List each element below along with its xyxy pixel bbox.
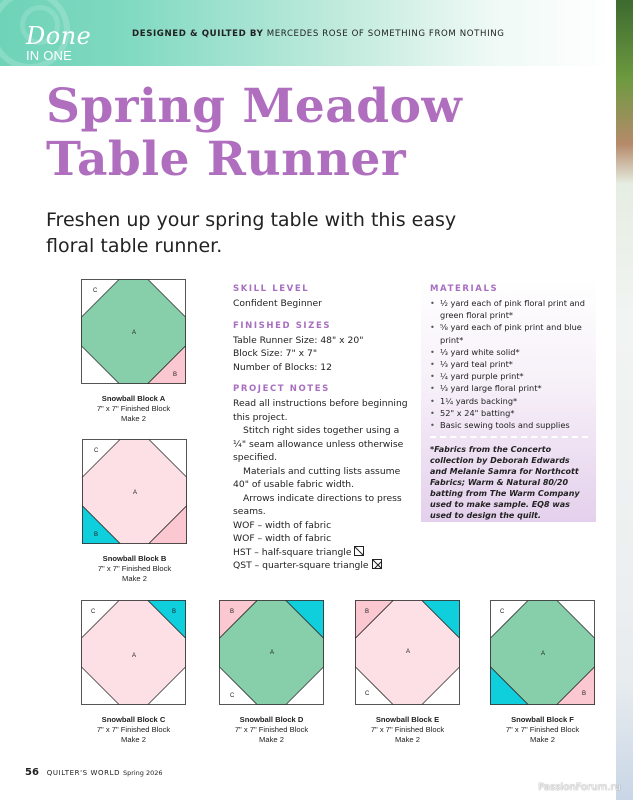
block-quantity: Make 2 [395, 735, 420, 744]
block-size: 7" x 7" Finished Block [96, 404, 171, 413]
material-item: • Basic sewing tools and supplies [430, 419, 588, 431]
snowball-block-d [219, 600, 324, 745]
dashed-divider [430, 436, 588, 438]
block-caption [81, 715, 186, 745]
snowball-block-f [490, 600, 595, 745]
abbreviation: WOF – width of fabric [233, 519, 332, 531]
block-quantity: Make 2 [121, 735, 146, 744]
svg-text:A: A [132, 653, 137, 659]
block-caption [490, 715, 595, 745]
subtitle: Freshen up your spring table with this easy floral table runner. [46, 209, 457, 257]
svg-text:C: C [91, 609, 96, 615]
svg-text:B: B [94, 532, 99, 538]
svg-text:A: A [541, 651, 546, 657]
series-logo-sub: IN ONE [26, 48, 72, 63]
svg-text:A: A [133, 490, 138, 496]
svg-text:B: B [365, 609, 370, 615]
block-size: 7" x 7" Finished Block [97, 564, 172, 573]
title-line-2: Table Runner [46, 132, 407, 187]
svg-text:A: A [270, 650, 275, 656]
designer-byline [132, 29, 505, 39]
skill-level-section [233, 284, 413, 311]
runner-size: Table Runner Size: 48" x 20" [233, 334, 364, 346]
snowball-block-a [81, 279, 186, 424]
material-item: • ½ yard each of pink floral print and green floral print* [430, 297, 588, 321]
finished-sizes-heading: FINISHED SIZES [233, 320, 332, 331]
header-band [0, 0, 612, 66]
block-name: Snowball Block D [239, 715, 304, 724]
note-paragraph: Arrows indicate directions to press seams. [233, 492, 402, 517]
material-item: • ¼ yard purple print* [430, 370, 588, 382]
project-info-column [233, 284, 413, 583]
block-diagram-icon [490, 600, 595, 705]
block-size: 7" x 7" Finished Block [234, 725, 309, 734]
abbreviation-hst [233, 546, 413, 560]
series-logo-script: Done [26, 22, 92, 50]
issue-date: Spring 2026 [122, 769, 163, 777]
svg-text:A: A [406, 649, 411, 655]
half-square-triangle-icon [354, 546, 364, 556]
byline-designer: MERCEDES ROSE OF SOMETHING FROM NOTHING [266, 29, 505, 39]
block-size: 7" x 7" Finished Block [505, 725, 580, 734]
block-name: Snowball Block E [375, 715, 440, 724]
block-size: 7" x 7" Finished Block [96, 725, 171, 734]
photo-gutter [612, 0, 616, 800]
block-diagram-icon [82, 439, 187, 544]
finished-sizes-section [233, 321, 413, 375]
block-name: Snowball Block F [511, 715, 574, 724]
svg-text:B: B [172, 609, 177, 615]
block-name: Snowball Block C [101, 715, 166, 724]
materials-panel [421, 280, 596, 522]
svg-text:A: A [132, 330, 137, 336]
block-diagram-icon [81, 600, 186, 705]
note-paragraph: Stitch right sides together using a ¼" seam allowance unless otherwise specified. [233, 425, 404, 463]
skill-level-value: Confident Beginner [233, 298, 322, 309]
svg-text:C: C [94, 448, 99, 454]
material-item: • ⅝ yard each of pink print and blue print* [430, 321, 588, 345]
material-item: • 1¼ yards backing* [430, 395, 588, 407]
magazine-name: QUILTER'S WORLD [46, 769, 121, 777]
materials-list [430, 297, 588, 431]
qst-label: QST – quarter-square triangle [233, 560, 369, 571]
hst-label: HST – half-square triangle [233, 546, 352, 558]
block-name: Snowball Block A [101, 394, 166, 403]
block-caption [355, 715, 460, 745]
svg-text:C: C [500, 609, 505, 615]
snowball-block-e [355, 600, 460, 745]
block-quantity: Make 2 [259, 735, 284, 744]
block-diagram-icon [81, 279, 186, 384]
block-caption [219, 715, 324, 745]
number-of-blocks: Number of Blocks: 12 [233, 361, 332, 373]
block-name: Snowball Block B [102, 554, 167, 563]
block-quantity: Make 2 [122, 574, 147, 583]
fabric-credit-note: *Fabrics from the Concerto collection by Deborah Edwards and Melanie Samra for Northcott Fabrics; Warm & Natural 80/20 batting from The Warm Company used to make sample. EQ8 was used to design the quilt. [430, 445, 580, 521]
materials-heading: MATERIALS [430, 284, 499, 294]
snowball-block-c [81, 600, 186, 745]
material-item: • 52" x 24" batting* [430, 407, 588, 419]
block-diagram-icon [219, 600, 324, 705]
svg-text:C: C [365, 691, 370, 697]
block-diagram-icon [355, 600, 460, 705]
svg-text:B: B [582, 691, 587, 697]
snowball-block-b [82, 439, 187, 584]
material-item: • ⅓ yard teal print* [430, 358, 588, 370]
byline-label: DESIGNED & QUILTED BY [132, 29, 264, 39]
page-footer [25, 767, 163, 778]
block-caption [82, 554, 187, 584]
block-quantity: Make 2 [530, 735, 555, 744]
material-item: • ⅓ yard white solid* [430, 346, 588, 358]
quarter-square-triangle-icon [372, 559, 382, 569]
skill-level-heading: SKILL LEVEL [233, 284, 310, 294]
page-number: 56 [25, 767, 39, 778]
abbreviation-qst [233, 559, 413, 573]
material-item: • ⅓ yard large floral print* [430, 382, 588, 394]
watermark: PassionForum.ru [538, 782, 621, 793]
svg-text:B: B [230, 609, 235, 615]
block-size: 7" x 7" Finished Block [370, 725, 445, 734]
svg-text:C: C [93, 288, 98, 294]
side-photo-strip [612, 0, 633, 800]
svg-text:B: B [173, 372, 178, 378]
project-notes-heading: PROJECT NOTES [233, 384, 330, 394]
svg-text:C: C [230, 693, 235, 699]
abbreviation: WOF – width of fabric [233, 533, 332, 544]
note-paragraph: Materials and cutting lists assume 40" of usable fabric width. [233, 465, 401, 490]
title-line-1: Spring Meadow [46, 79, 463, 134]
note-paragraph: Read all instructions before beginning this project. [233, 398, 408, 423]
page-title [46, 80, 462, 186]
project-notes-section [233, 384, 413, 573]
block-quantity: Make 2 [121, 414, 146, 423]
block-size: Block Size: 7" x 7" [233, 348, 318, 359]
block-caption [81, 394, 186, 424]
